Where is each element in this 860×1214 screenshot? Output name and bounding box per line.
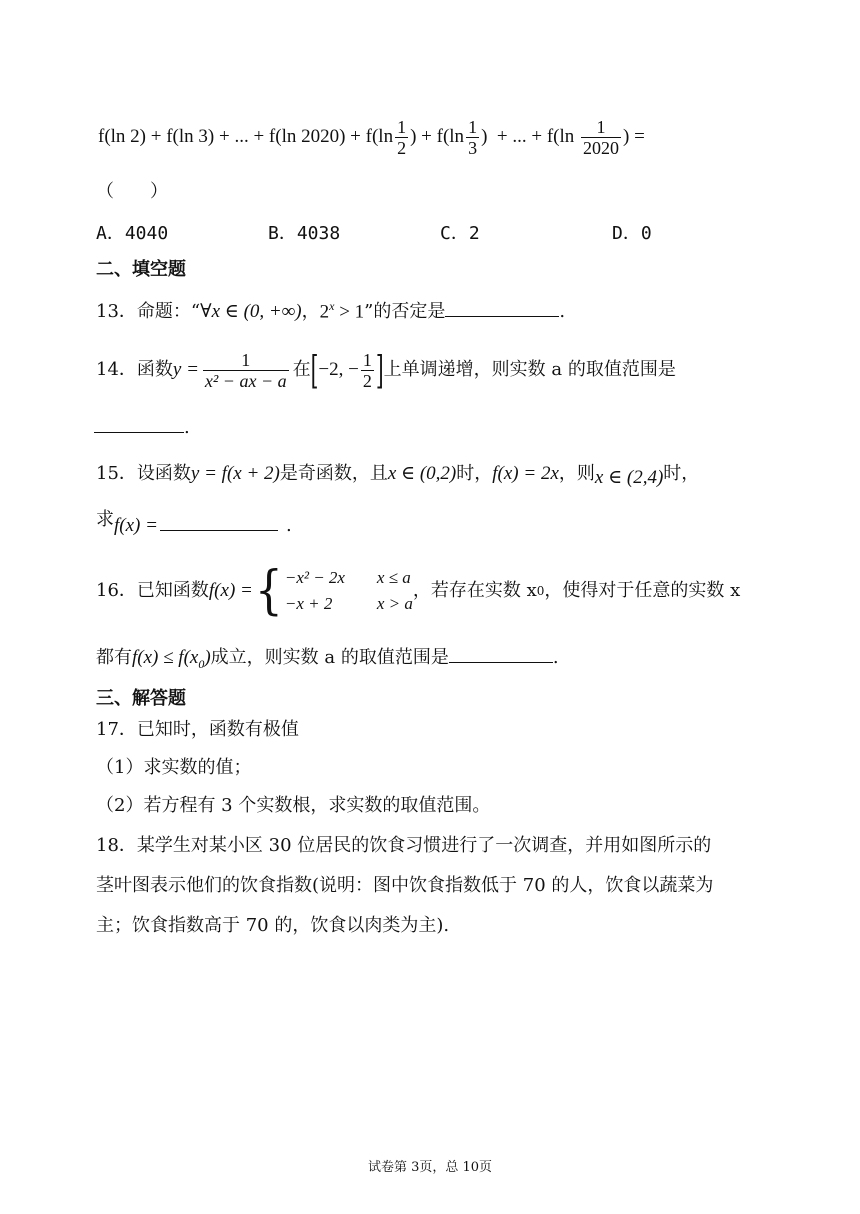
q12-option-c: C．2 xyxy=(440,223,480,244)
q12-answer-paren: （ ） xyxy=(96,181,168,202)
q15-line-2: 求 f(x) = . xyxy=(96,509,292,536)
section-3-heading: 三、解答题 xyxy=(96,688,186,709)
q12-fraction-3: $\frac{1}{2020}$ xyxy=(583,116,620,158)
q12-end: ) = xyxy=(623,126,645,147)
q13: 13．命题：“ ∀x ∈ (0, +∞) ， $2^x > 1$ ”的否定是 . xyxy=(96,299,566,323)
q12-option-b: B．4038 xyxy=(268,223,341,244)
q14-answer-line: . xyxy=(94,416,190,440)
q15-answer-blank[interactable] xyxy=(160,514,278,531)
q13-answer-blank[interactable] xyxy=(445,300,559,317)
q18-line-1: 18．某学生对某小区 30 位居民的饮食习惯进行了一次调查，并用如图所示的 xyxy=(96,835,712,856)
q17-part-1: （1）求实数的值； xyxy=(96,757,252,778)
q17-part-2: （2）若方程有 3 个实数根，求实数的取值范围。 xyxy=(96,795,491,816)
q15-line-1: 15．设函数 y = f(x + 2) 是奇函数，且 x ∈ (0,2) 时， f(x) = 2x ，则 x ∈ (2,4) 时， xyxy=(96,463,700,488)
q16-line-1: 16．已知函数 f(x) = { −x² − 2x x ≤ a −x + 2 x > a ，若存在实数 x 0 ，使得对于任意的实数 x xyxy=(96,559,741,621)
q12-mid: ) + ... + f(ln xyxy=(481,126,580,147)
left-bracket-icon: [ xyxy=(310,347,319,393)
q12-fraction-1: $\frac{1}{2}$ xyxy=(397,116,407,158)
q14: 14．函数 y = $\frac{1}{\text{x² − ax − a}}$ 在 [ −2, − $\frac{1}{2}$ ] 上单调递增，则实数 a 的取值范围是 xyxy=(96,347,676,393)
q12-plus-f-ln: ) + f(ln xyxy=(410,126,465,147)
q14-fraction: $\frac{1}{\text{x² − ax − a}}$ xyxy=(204,349,287,391)
q12-expression xyxy=(98,112,645,162)
q16-line-2: 都有 $f(x) \le f(x_0)$ 成立，则实数 a 的取值范围是 . xyxy=(96,647,559,671)
q18-line-2: 茎叶图表示他们的饮食指数(说明：图中饮食指数低于 70 的人，饮食以蔬菜为 xyxy=(96,875,714,896)
left-brace-icon: { xyxy=(254,559,283,621)
q16-answer-blank[interactable] xyxy=(449,646,553,663)
right-bracket-icon: ] xyxy=(375,347,384,393)
q12-expr-a: f(ln 2) + f(ln 3) + ... + f(ln 2020) + f(ln xyxy=(98,126,394,147)
q12-option-a: A．4040 xyxy=(96,223,169,244)
q16-piecewise: −x² − 2x x ≤ a −x + 2 x > a xyxy=(284,568,413,613)
q12-fraction-2: $\frac{1}{3}$ xyxy=(468,116,478,158)
q12-option-d: D．0 xyxy=(612,223,652,244)
q14-answer-blank[interactable] xyxy=(94,416,184,433)
page-footer: 试卷第 3页，总 10页 xyxy=(367,1160,493,1175)
section-2-heading: 二、填空题 xyxy=(96,259,186,280)
q17-stem: 17．已知时，函数有极值 xyxy=(96,719,299,740)
q18-line-3: 主；饮食指数高于 70 的，饮食以肉类为主). xyxy=(96,915,450,936)
